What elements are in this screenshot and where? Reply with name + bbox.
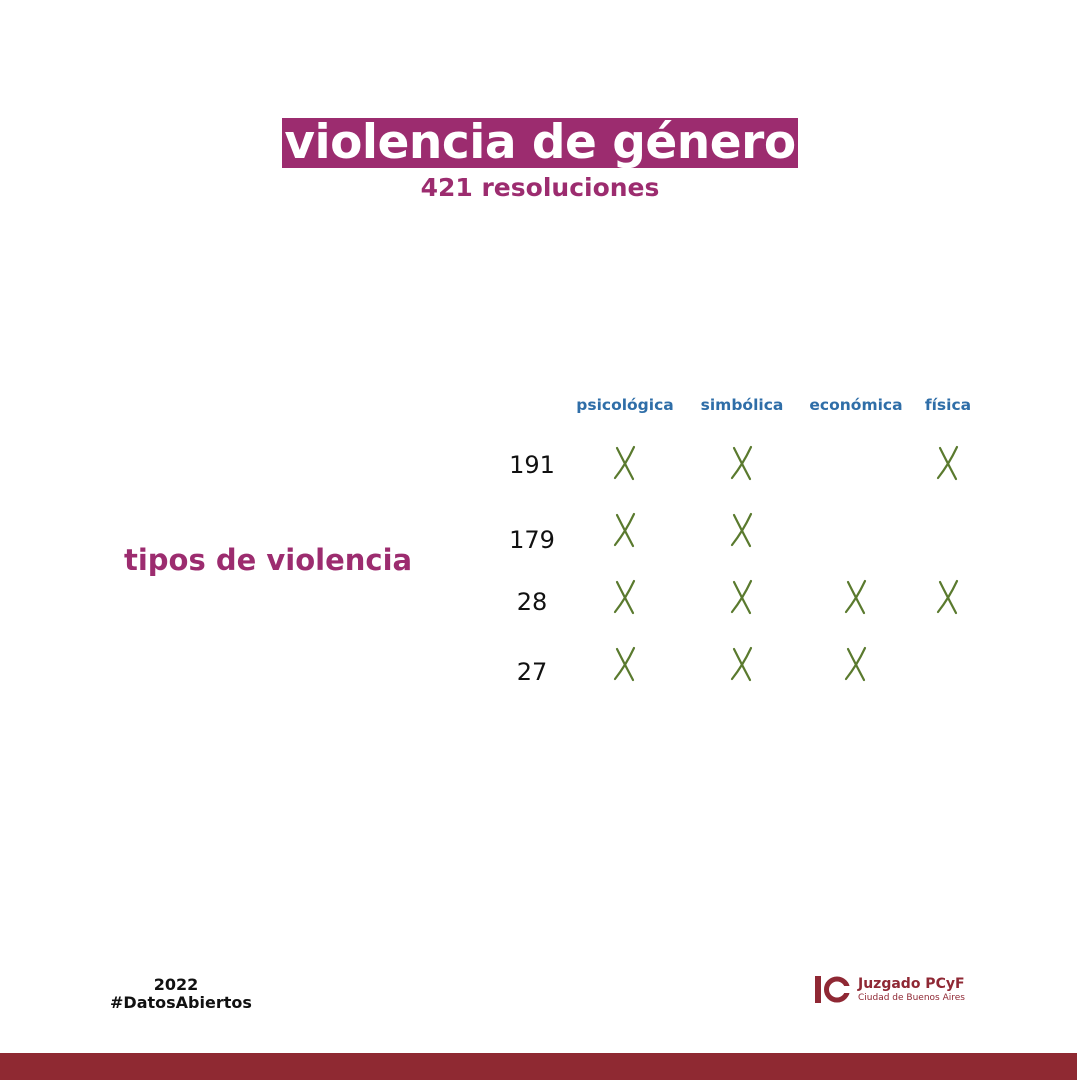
row-count: 191 bbox=[509, 451, 555, 479]
row-count: 27 bbox=[516, 658, 548, 686]
logo-name: Juzgado PCyF bbox=[858, 976, 965, 992]
x-mark bbox=[615, 514, 634, 546]
column-header: física bbox=[924, 396, 972, 414]
x-mark bbox=[732, 648, 751, 680]
x-mark bbox=[615, 581, 634, 613]
x-mark bbox=[938, 447, 957, 479]
juzgado-logo-icon bbox=[812, 973, 852, 1007]
x-mark bbox=[732, 514, 751, 546]
x-mark bbox=[732, 447, 751, 479]
row-count: 28 bbox=[516, 588, 548, 616]
x-mark bbox=[615, 648, 634, 680]
footer-hashtag: #DatosAbiertos bbox=[110, 993, 252, 1012]
juzgado-logo bbox=[812, 973, 982, 1007]
footer-year: 2022 bbox=[153, 975, 199, 994]
column-header: simbólica bbox=[700, 396, 784, 414]
x-mark bbox=[732, 581, 751, 613]
bottom-bar bbox=[0, 1053, 1077, 1080]
chart-title: violencia de género bbox=[284, 115, 796, 170]
x-mark bbox=[846, 581, 865, 613]
logo-place: Ciudad de Buenos Aires bbox=[858, 993, 965, 1003]
side-label: tipos de violencia bbox=[124, 543, 413, 577]
column-header: psicológica bbox=[576, 396, 674, 414]
x-mark bbox=[938, 581, 957, 613]
x-mark bbox=[846, 648, 865, 680]
chart-subtitle: 421 resoluciones bbox=[420, 173, 660, 202]
column-header: económica bbox=[809, 396, 903, 414]
x-mark bbox=[615, 447, 634, 479]
row-count: 179 bbox=[509, 526, 555, 554]
